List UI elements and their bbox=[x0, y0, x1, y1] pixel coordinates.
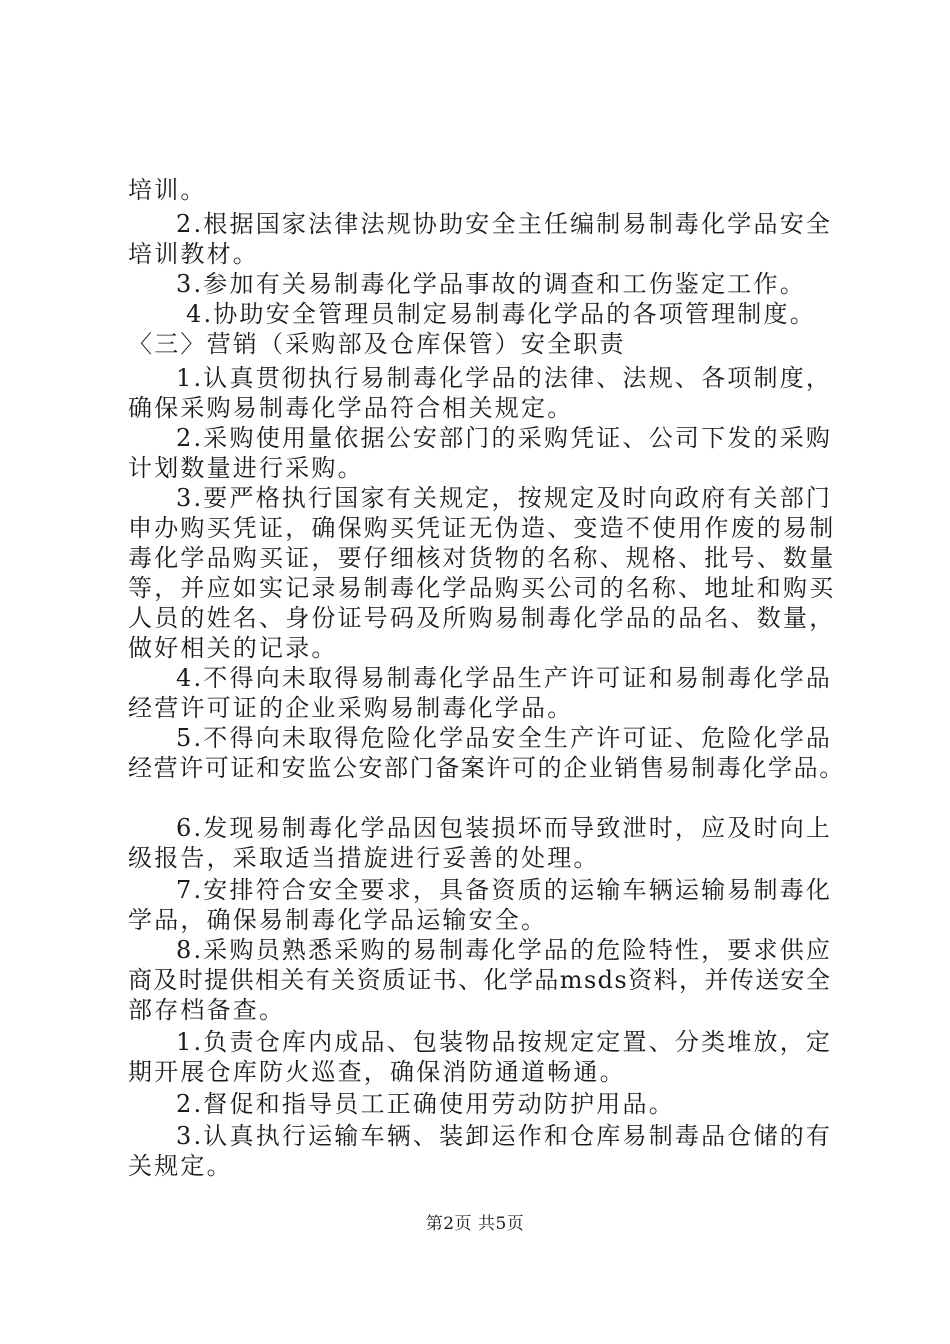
text-line: 确保采购易制毒化学品符合相关规定。 bbox=[128, 394, 574, 422]
text-line: 计划数量进行采购。 bbox=[128, 454, 364, 482]
text-line: 学品，确保易制毒化学品运输安全。 bbox=[128, 906, 548, 934]
text-line: 2.根据国家法律法规协助安全主任编制易制毒化学品安全 bbox=[176, 210, 833, 238]
text-line: 2.采购使用量依据公安部门的采购凭证、公司下发的采购 bbox=[176, 424, 833, 452]
text-line: 3.认真执行运输车辆、装卸运作和仓库易制毒品仓储的有 bbox=[176, 1122, 833, 1150]
text-line: 7.安排符合安全要求，具备资质的运输车辆运输易制毒化 bbox=[176, 876, 833, 904]
text-line: 2.督促和指导员工正确使用劳动防护用品。 bbox=[176, 1090, 675, 1118]
text-line: 等，并应如实记录易制毒化学品购买公司的名称、地址和购买 bbox=[128, 574, 836, 602]
text-line: 4.不得向未取得易制毒化学品生产许可证和易制毒化学品 bbox=[176, 664, 833, 692]
text-line: 3.要严格执行国家有关规定，按规定及时向政府有关部门 bbox=[176, 484, 833, 512]
text-line: 培训。 bbox=[128, 176, 207, 204]
text-line: 经营许可证和安监公安部门备案许可的企业销售易制毒化学品。 bbox=[128, 754, 845, 782]
text-line: 申办购买凭证，确保购买凭证无伪造、变造不使用作废的易制 bbox=[128, 514, 836, 542]
section-heading: 〈三〉营销（采购部及仓库保管）安全职责 bbox=[128, 330, 626, 358]
text-line: 1.认真贯彻执行易制毒化学品的法律、法规、各项制度， bbox=[176, 364, 833, 392]
text-line: 3.参加有关易制毒化学品事故的调查和工伤鉴定工作。 bbox=[176, 270, 806, 298]
text-line: 经营许可证的企业采购易制毒化学品。 bbox=[128, 694, 574, 722]
text-line: 毒化学品购买证，要仔细核对货物的名称、规格、批号、数量 bbox=[128, 544, 836, 572]
page-footer: 第2页 共5页 bbox=[425, 1214, 525, 1234]
text-line: 1.负责仓库内成品、包装物品按规定定置、分类堆放，定 bbox=[176, 1028, 833, 1056]
text-line: 期开展仓库防火巡查，确保消防通道畅通。 bbox=[128, 1058, 626, 1086]
text-line: 6.发现易制毒化学品因包装损坏而导致泄时，应及时向上 bbox=[176, 814, 833, 842]
text-line: 商及时提供相关有关资质证书、化学品msds资料，并传送安全 bbox=[128, 966, 832, 994]
text-line: 部存档备查。 bbox=[128, 996, 286, 1024]
text-line: 培训教材。 bbox=[128, 240, 259, 268]
text-line: 5.不得向未取得危险化学品安全生产许可证、危险化学品 bbox=[176, 724, 833, 752]
text-line: 4.协助安全管理员制定易制毒化学品的各项管理制度。 bbox=[186, 300, 816, 328]
text-line: 人员的姓名、身份证号码及所购易制毒化学品的品名、数量， bbox=[128, 604, 836, 632]
text-line: 做好相关的记录。 bbox=[128, 634, 338, 662]
text-line: 关规定。 bbox=[128, 1152, 233, 1180]
text-line: 8.采购员熟悉采购的易制毒化学品的危险特性，要求供应 bbox=[176, 936, 833, 964]
text-line: 级报告，采取适当措旋进行妥善的处理。 bbox=[128, 844, 600, 872]
